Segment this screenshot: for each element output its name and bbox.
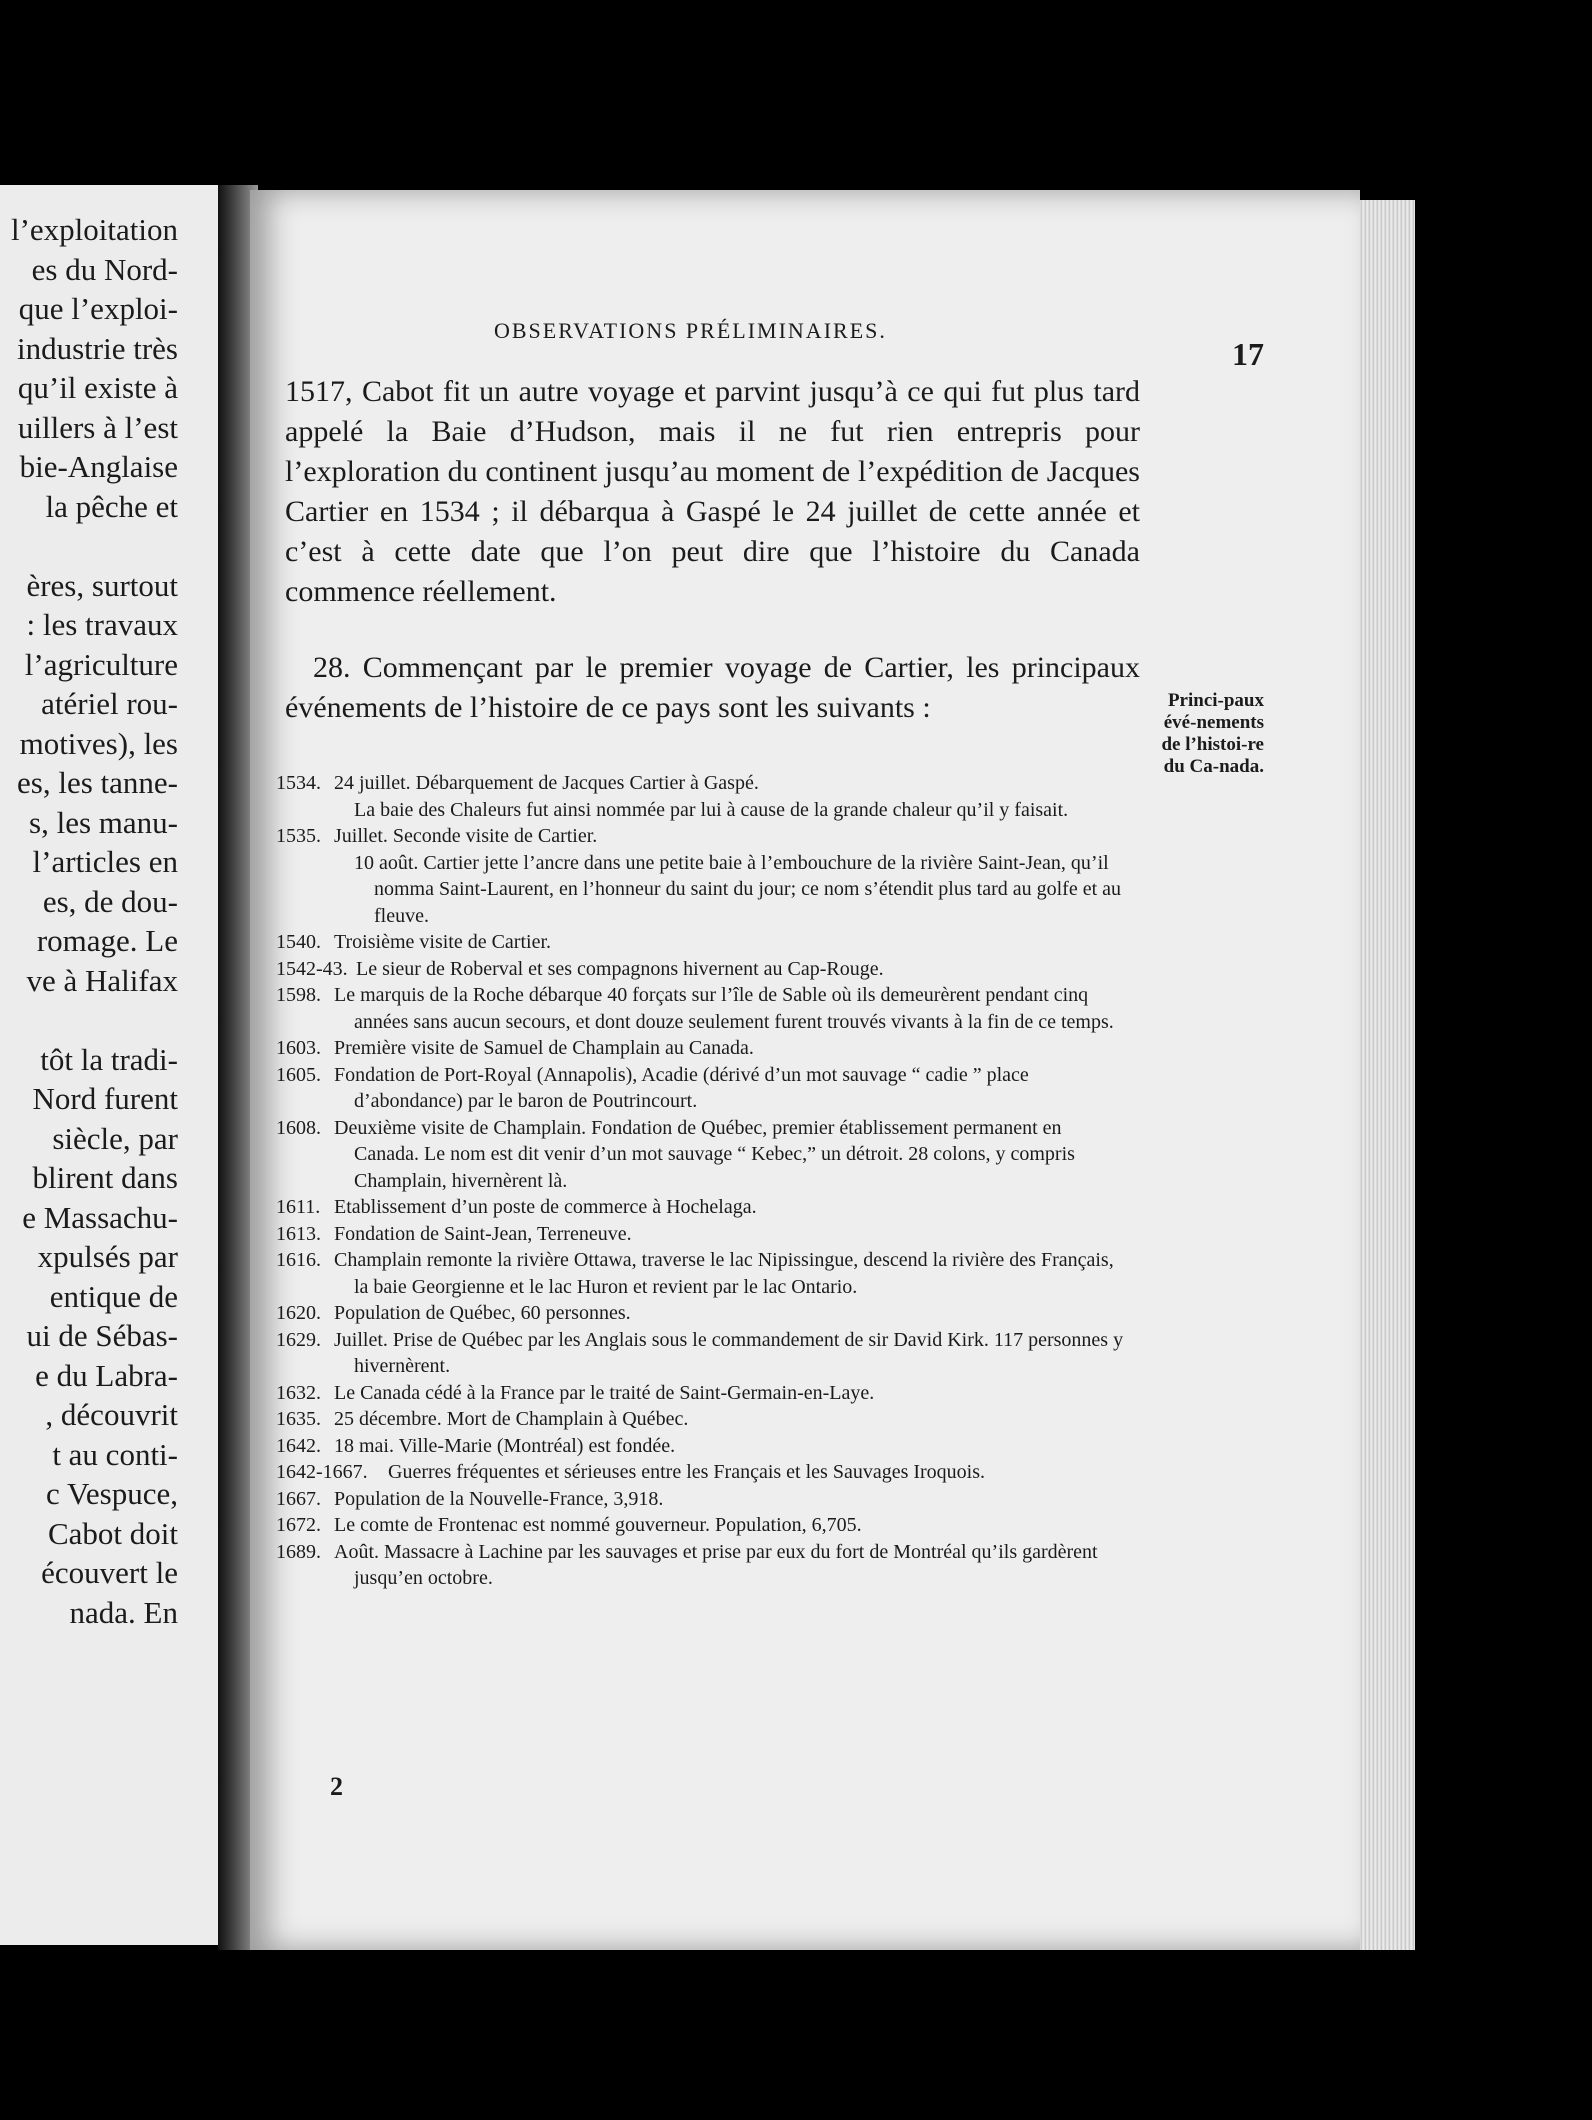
chronology-text: 24 juillet. Débarquement de Jacques Cartier à Gaspé. <box>334 772 759 794</box>
chronology-text: Troisième visite de Cartier. <box>334 931 552 953</box>
left-page <box>0 185 224 1945</box>
left-page-line: ve à Halifax <box>26 962 178 998</box>
chronology-year: 1603. <box>276 1037 321 1059</box>
chronology-year: 1605. <box>276 1063 321 1086</box>
chronology-entry <box>276 1300 1126 1327</box>
chronology-text: 18 mai. Ville-Marie (Montréal) est fondée. <box>334 1434 676 1457</box>
chronology-entry <box>276 1459 1126 1486</box>
chronology-entry <box>276 929 1126 956</box>
left-page-line: industrie très <box>17 330 178 366</box>
left-page-line: tôt la tradi- <box>40 1041 178 1077</box>
paragraph-intro: 1517, Cabot fit un autre voyage et parvint jusqu’à ce qui fut plus tard appelé la Baie d’Hudson, mais il ne fut rien entrepris pour l’exploration du continent jusqu’au moment de l’expédition de Jacques Cartier en 1534 ; il débarqua à Gaspé le 24 juillet de cette année et c’est à cette date que l’on peut dire que l’histoire du Canada commence réellement. <box>285 375 1140 608</box>
chronology-entry <box>276 1062 1126 1115</box>
signature-mark: 2 <box>330 1772 343 1801</box>
left-page-line: uillers à l’est <box>17 409 178 445</box>
chronology-text: Guerres fréquentes et sérieuses entre les Français et les Sauvages Iroquois. <box>388 1461 986 1483</box>
left-page-line: es du Nord- <box>31 251 178 287</box>
left-page-line: , découvrit <box>45 1397 178 1432</box>
chronology-text: Juillet. Prise de Québec par les Anglais sous le commandement de sir David Kirk. 117 personnes y hivernèrent. <box>334 1328 1124 1377</box>
chronology-list <box>276 770 1126 1592</box>
left-page-line: nada. En <box>69 1594 178 1630</box>
left-page-line: : les travaux <box>26 607 178 642</box>
chronology-text: Champlain remonte la rivière Ottawa, traverse le lac Nipissingue, descend la rivière des Français, la baie Georgienne et le lac Huron et revient par le lac Ontario. <box>334 1249 1114 1298</box>
left-page-line: Cabot doit <box>47 1515 178 1551</box>
chronology-entry <box>276 1221 1126 1248</box>
chronology-entry <box>276 1327 1126 1380</box>
chronology-year: 1672. <box>276 1514 321 1536</box>
chronology-year: 1635. <box>276 1408 321 1430</box>
chronology-entry <box>276 956 1126 983</box>
chronology-year: 1642-1667. <box>276 1461 368 1483</box>
chronology-year: 1616. <box>276 1249 321 1271</box>
left-page-line: l’exploitation <box>10 212 178 247</box>
left-page-line: e du Labra- <box>35 1357 178 1393</box>
chronology-text: Le comte de Frontenac est nommé gouverneur. Population, 6,705. <box>334 1514 862 1536</box>
left-page-line: t au conti- <box>52 1436 178 1472</box>
chronology-entry <box>276 1035 1126 1062</box>
chronology-entry <box>276 797 1126 824</box>
chronology-year: 1534. <box>276 772 321 794</box>
chronology-year: 1542-43. <box>276 957 348 980</box>
chronology-year: 1540. <box>276 931 321 953</box>
chronology-entry <box>276 823 1126 850</box>
chronology-entry <box>276 1115 1126 1195</box>
chronology-text: Fondation de Port-Royal (Annapolis), Acadie (dérivé d’un mot sauvage “ cadie ” place d’abondance) par le baron de Poutrincourt. <box>334 1063 1029 1112</box>
left-page-line: c Vespuce, <box>46 1476 178 1511</box>
left-page-line: l’articles en <box>32 844 178 879</box>
chronology-year: 1667. <box>276 1487 321 1510</box>
chronology-text: Juillet. Seconde visite de Cartier. <box>334 825 598 847</box>
left-page-line: s, les manu- <box>29 804 178 840</box>
chronology-text: Fondation de Saint-Jean, Terreneuve. <box>334 1222 632 1245</box>
chronology-text: Le Canada cédé à la France par le traité de Saint-Germain-en-Laye. <box>334 1381 875 1404</box>
left-page-line: que l’exploi- <box>18 291 178 326</box>
chronology-entry <box>276 1247 1126 1300</box>
chronology-entry <box>276 1380 1126 1407</box>
chronology-year: 1642. <box>276 1434 321 1457</box>
chronology-entry <box>276 770 1126 797</box>
left-page-line: ères, surtout <box>26 567 178 603</box>
page-number: 17 <box>1232 336 1264 372</box>
chronology-text: 10 août. Cartier jette l’ancre dans une petite baie à l’embouchure de la rivière Saint-Jean, qu’il nomma Saint-Laurent, en l’honneur du saint du jour; ce nom s’étendit plus tard au golfe et au fleuve. <box>354 851 1122 927</box>
running-head: OBSERVATIONS PRÉLIMINAIRES. <box>494 318 887 343</box>
left-page-line: e Massachu- <box>22 1199 178 1235</box>
chronology-text: Août. Massacre à Lachine par les sauvages et prise par eux du fort de Montréal qu’ils gardèrent jusqu’en octobre. <box>334 1540 1098 1589</box>
chronology-year: 1598. <box>276 984 321 1006</box>
left-page-line: Nord furent <box>32 1081 178 1116</box>
chronology-text: 25 décembre. Mort de Champlain à Québec. <box>334 1408 689 1430</box>
chronology-text: Première visite de Samuel de Champlain au Canada. <box>334 1037 754 1059</box>
chronology-year: 1632. <box>276 1381 321 1404</box>
paragraph-events: 28. Commençant par le premier voyage de Cartier, les principaux événements de l’histoire de ce pays sont les suivants : <box>285 651 1140 724</box>
left-page-line: es, les tanne- <box>17 765 178 800</box>
left-page-line: atériel rou- <box>41 686 178 721</box>
chronology-text: La baie des Chaleurs fut ainsi nommée par lui à cause de la grande chaleur qu’il y faisait. <box>354 798 1069 821</box>
chronology-entry <box>276 850 1126 930</box>
chronology-year: 1608. <box>276 1116 321 1139</box>
chronology-year: 1611. <box>276 1196 321 1218</box>
chronology-entry <box>276 982 1126 1035</box>
left-page-line: romage. Le <box>36 923 178 958</box>
chronology-text: Population de Québec, 60 personnes. <box>334 1302 631 1324</box>
chronology-text: Population de la Nouvelle-France, 3,918. <box>334 1487 664 1510</box>
left-page-line: écouvert le <box>41 1555 178 1590</box>
chronology-year: 1535. <box>276 825 321 847</box>
margin-note: Princi-paux évé-nements de l’histoi-re du Ca-nada. <box>1161 690 1264 777</box>
left-page-line: entique de <box>49 1278 178 1314</box>
left-page-line: la pêche et <box>45 488 178 524</box>
chronology-entry <box>276 1512 1126 1539</box>
left-page-line: motives), les <box>19 725 178 761</box>
chronology-text: Le sieur de Roberval et ses compagnons hivernent au Cap-Rouge. <box>356 957 884 980</box>
left-page-line: xpulsés par <box>37 1239 178 1274</box>
chronology-text: Etablissement d’un poste de commerce à Hochelaga. <box>334 1196 757 1218</box>
chronology-year: 1620. <box>276 1302 321 1324</box>
chronology-entry <box>276 1433 1126 1460</box>
left-page-line: qu’il existe à <box>17 370 178 405</box>
chronology-year: 1613. <box>276 1222 321 1245</box>
chronology-entry <box>276 1539 1126 1592</box>
chronology-entry <box>276 1194 1126 1221</box>
left-page-line: l’agriculture <box>24 646 178 682</box>
left-page-line: siècle, par <box>52 1120 178 1156</box>
left-page-line: ui de Sébas- <box>26 1318 178 1353</box>
chronology-text: Deuxième visite de Champlain. Fondation de Québec, premier établissement permanent en Canada. Le nom est dit venir d’un mot sauvage “ Kebec,” un détroit. 28 colons, y compris Champlain, hivernèrent là. <box>334 1116 1075 1192</box>
chronology-entry <box>276 1486 1126 1513</box>
left-page-line: es, de dou- <box>42 883 178 919</box>
left-page-line: blirent dans <box>32 1160 178 1195</box>
chronology-text: Le marquis de la Roche débarque 40 forçats sur l’île de Sable où ils demeurèrent pendant cinq années sans aucun secours, et dont douze seulement furent trouvés vivants à la fin de ce temps. <box>334 984 1114 1033</box>
left-page-line: bie-Anglaise <box>19 449 178 484</box>
chronology-year: 1689. <box>276 1540 321 1563</box>
chronology-entry <box>276 1406 1126 1433</box>
chronology-year: 1629. <box>276 1328 321 1351</box>
